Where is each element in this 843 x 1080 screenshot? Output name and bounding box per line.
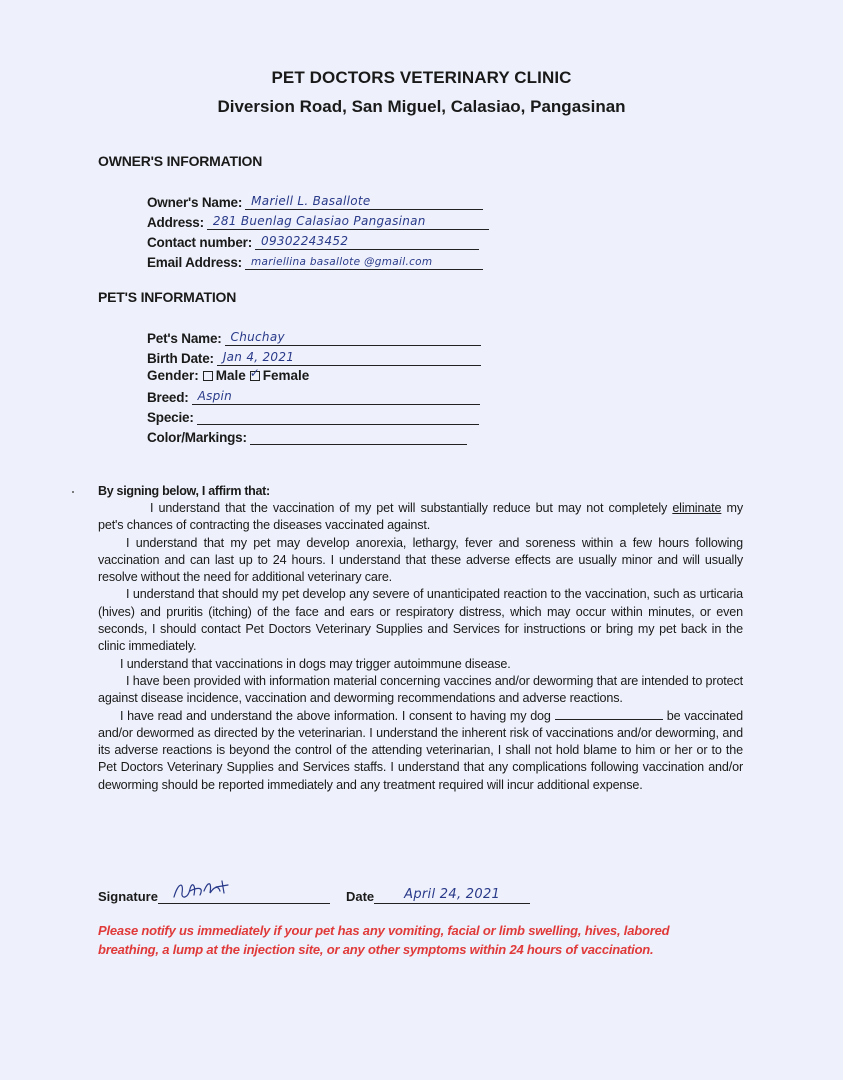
date-label: Date bbox=[345, 889, 375, 904]
pet-birthdate-line bbox=[217, 348, 481, 366]
pet-name-line bbox=[225, 328, 481, 346]
owner-address-field[interactable] bbox=[147, 210, 489, 230]
owner-email-value: mariellina basallote @gmail.com bbox=[250, 256, 433, 268]
pet-breed-field[interactable] bbox=[147, 385, 480, 405]
p6-text-b: be vaccinated and/or dewormed as directed by the veterinarian. I understand the inherent risk of vaccinations and/or deworming, and its adverse reactions is beyond the control of the attending veterinarian, I shall not hold blame to him or her or to the Pet Doctors Veterinary Supplies and Services staffs. I understand that any complications following vaccination and/or deworming should be reported immediately and any treatment required will incur additional expense. bbox=[98, 708, 743, 792]
owner-address-label: Address: bbox=[147, 215, 204, 230]
pet-birthdate-field[interactable] bbox=[147, 346, 481, 366]
owner-section-title: OWNER'S INFORMATION bbox=[98, 153, 263, 169]
check-mark-icon: ✓ bbox=[249, 365, 260, 380]
owner-email-line bbox=[245, 252, 483, 270]
owner-name-value: Mariell L. Basallote bbox=[251, 194, 371, 208]
pet-breed-label: Breed: bbox=[147, 390, 189, 405]
pet-birthdate-label: Birth Date: bbox=[147, 351, 214, 366]
pet-breed-line bbox=[192, 387, 480, 405]
pet-color-line bbox=[250, 427, 467, 445]
date-value: April 24, 2021 bbox=[404, 887, 501, 902]
gender-male-label: Male bbox=[215, 368, 246, 383]
pet-color-field[interactable] bbox=[147, 425, 467, 445]
affirmation-paragraph-1 bbox=[98, 500, 743, 535]
stray-mark bbox=[72, 491, 74, 493]
pet-gender-field bbox=[147, 365, 310, 383]
affirmation-paragraph-5: I have been provided with information material concerning vaccines and/or deworming that are intended to protect against disease incidence, vaccination and deworming recommendations and adverse reactions. bbox=[98, 673, 743, 706]
p6-text-a: I have read and understand the above information. I consent to having my dog bbox=[120, 708, 551, 723]
p1-text-b: my pet's chances of contracting the diseases vaccinated against. bbox=[98, 501, 743, 533]
pet-birthdate-value: Jan 4, 2021 bbox=[222, 350, 295, 364]
owner-name-line bbox=[245, 192, 483, 210]
clinic-address: Diversion Road, San Miguel, Calasiao, Pangasinan bbox=[217, 97, 626, 116]
dog-name-blank[interactable] bbox=[555, 708, 663, 720]
owner-contact-line bbox=[255, 232, 479, 250]
pet-color-label: Color/Markings: bbox=[147, 430, 247, 445]
pet-gender-label: Gender: bbox=[147, 368, 199, 383]
affirmation-paragraph-3: I understand that should my pet develop any severe of unanticipated reaction to the vaccination, such as urticaria (hives) and pruritis (itching) of the face and ears or respiratory distress, which may occur within minutes, or even seconds, I should contact Pet Doctors Veterinary Supplies and Services for instructions or bring my pet back in the clinic immediately. bbox=[98, 587, 743, 654]
owner-contact-label: Contact number: bbox=[147, 235, 253, 250]
gender-female-checkbox[interactable] bbox=[249, 365, 260, 381]
affirmation-paragraph-6 bbox=[98, 708, 743, 794]
pet-section-title: PET'S INFORMATION bbox=[98, 289, 237, 305]
signature-row bbox=[98, 882, 530, 904]
owner-email-label: Email Address: bbox=[147, 255, 242, 270]
p1-underlined: eliminate bbox=[672, 501, 722, 515]
owner-email-field[interactable] bbox=[147, 250, 483, 270]
owner-address-value: 281 Buenlag Calasiao Pangasinan bbox=[212, 214, 426, 228]
pet-specie-field[interactable] bbox=[147, 405, 479, 425]
pet-breed-value: Aspin bbox=[197, 389, 233, 403]
owner-name-label: Owner's Name: bbox=[147, 195, 243, 210]
pet-name-field[interactable] bbox=[147, 326, 481, 346]
vaccination-notice: Please notify us immediately if your pet has any vomiting, facial or limb swelling, hives, labored breathing, a lump at the injection site, or any other symptoms within 24 hours of vaccination. bbox=[98, 923, 670, 957]
affirmation-body bbox=[98, 500, 743, 794]
owner-name-field[interactable] bbox=[147, 190, 483, 210]
pet-name-value: Chuchay bbox=[230, 330, 285, 344]
clinic-name: PET DOCTORS VETERINARY CLINIC bbox=[271, 68, 572, 87]
p1-text-a: I understand that the vaccination of my pet will substantially reduce but may not completely bbox=[150, 501, 673, 515]
affirmation-paragraph-4: I understand that vaccinations in dogs may trigger autoimmune disease. bbox=[120, 656, 511, 671]
date-line[interactable] bbox=[374, 882, 530, 904]
affirmation-paragraph-2: I understand that my pet may develop anorexia, lethargy, fever and soreness within a few hours following vaccination and can last up to 24 hours. I understand that these adverse effects are usually minor and will usually resolve without the need for additional veterinary care. bbox=[98, 535, 743, 585]
signature-label: Signature bbox=[98, 889, 158, 904]
owner-address-line bbox=[207, 212, 489, 230]
handwritten-signature bbox=[170, 877, 240, 903]
owner-contact-field[interactable] bbox=[147, 230, 479, 250]
signature-line[interactable] bbox=[158, 882, 330, 904]
pet-name-label: Pet's Name: bbox=[147, 331, 222, 346]
pet-specie-label: Specie: bbox=[147, 410, 194, 425]
gender-female-label: Female bbox=[262, 368, 310, 383]
owner-contact-value: 09302243452 bbox=[261, 234, 349, 248]
pet-specie-line bbox=[197, 407, 479, 425]
affirmation-title: By signing below, I affirm that: bbox=[98, 484, 270, 498]
gender-male-checkbox[interactable] bbox=[203, 371, 213, 381]
